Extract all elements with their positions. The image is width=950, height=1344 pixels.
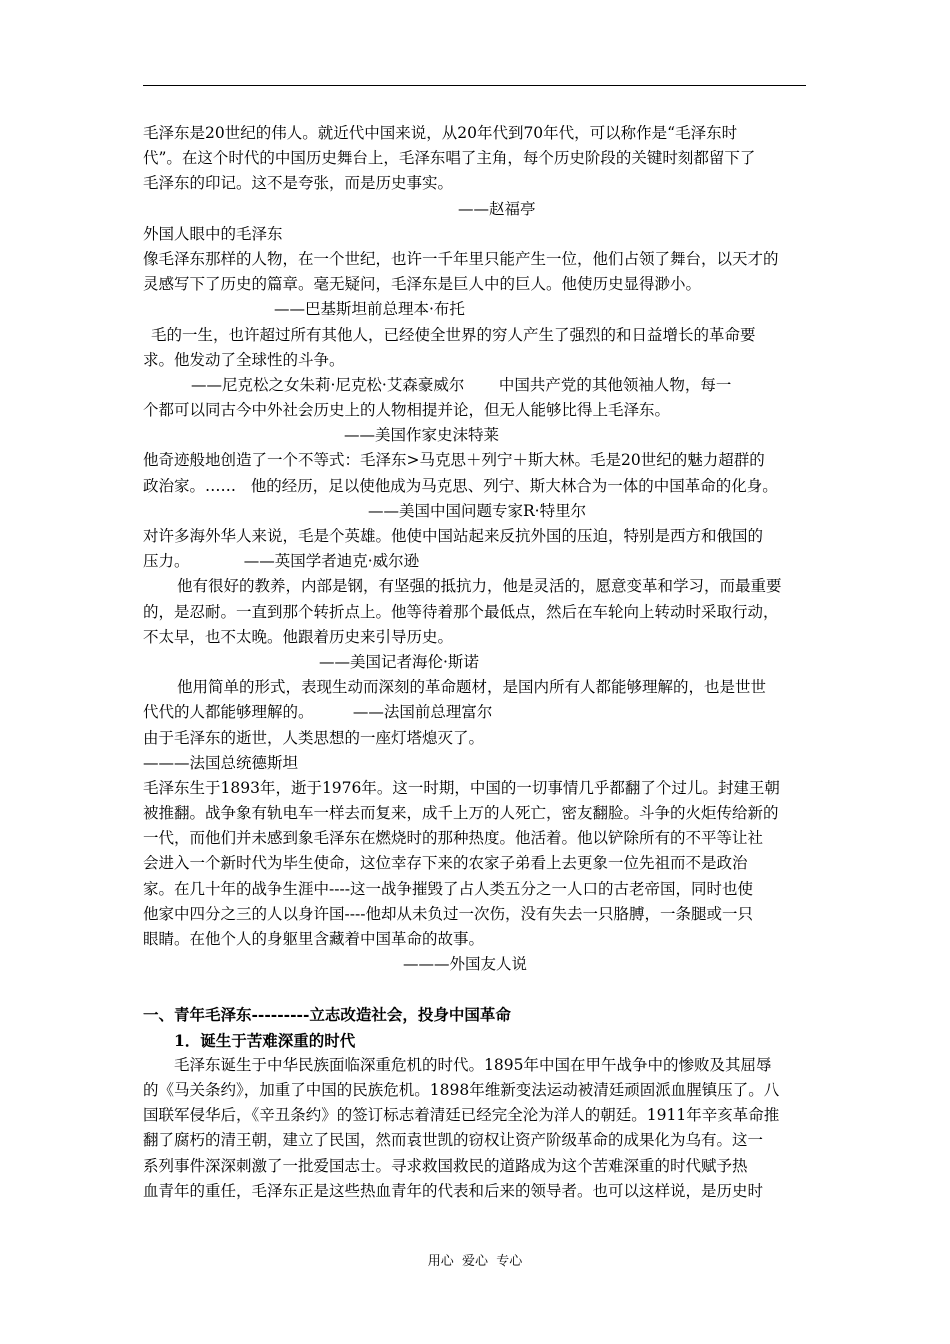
- text-line: 他用简单的形式，表现生动而深刻的革命题材，是国内所有人都能够理解的，也是世世: [177, 678, 767, 697]
- text-line: 翻了腐朽的清王朝，建立了民国，然而袁世凯的窃权让资产阶级革命的成果化为乌有。这一: [143, 1131, 764, 1150]
- text-line: ——美国作家史沫特莱: [344, 426, 500, 445]
- text-line: 外国人眼中的毛泽东: [143, 224, 283, 243]
- text-line: 对许多海外华人来说，毛是个英雄。他使中国站起来反抗外国的压迫，特别是西方和俄国的: [143, 527, 764, 545]
- text-line: 毛泽东是20世纪的伟人。就近代中国来说，从20年代到70年代，可以称作是“毛泽东时: [143, 124, 738, 142]
- text-line: 的《马关条约》，加重了中国的民族危机。1898年维新变法运动被清廷顽固派血腥镇压了。八: [143, 1080, 780, 1099]
- text-line: 毛的一生，也许超过所有其他人，已经使全世界的穷人产生了强烈的和日益增长的革命要: [151, 325, 756, 344]
- text-line: ——赵福亭: [458, 199, 536, 218]
- text-line: 国联军侵华后，《辛丑条约》的签订标志着清廷已经完全沦为洋人的朝廷。1911年辛亥革命推: [143, 1106, 780, 1125]
- page-footer: 用心 爱心 专心: [427, 1254, 523, 1269]
- text-line: 求。他发动了全球性的斗争。: [143, 350, 345, 369]
- text-line: 他家中四分之三的人以身许国----他却从未负过一次伤，没有失去一只胳膊，一条腿或一只: [143, 904, 753, 923]
- header-rule: [143, 85, 806, 86]
- spacer: [143, 977, 809, 1002]
- text-line: ———法国总统德斯坦: [143, 753, 299, 772]
- text-line: ——美国记者海伦·斯诺: [319, 652, 479, 671]
- text-line: 代”。在这个时代的中国历史舞台上，毛泽东唱了主角，每个历史阶段的关键时刻都留下了: [143, 149, 756, 168]
- text-line: 被推翻。战争象有轨电车一样去而复来，成千上万的人死亡，密友翻脸。斗争的火炬传给新的: [143, 804, 779, 823]
- text-line: 灵感写下了历史的篇章。毫无疑问，毛泽东是巨人中的巨人。他使历史显得渺小。: [143, 275, 702, 294]
- text-line: 由于毛泽东的逝世，人类思想的一座灯塔熄灭了。: [143, 728, 485, 747]
- body-paragraph: [143, 1053, 809, 1204]
- text-line: 他奇迹般地创造了一个不等式：毛泽东>马克思＋列宁＋斯大林。毛是20世纪的魅力超群的: [143, 451, 765, 470]
- text-line: 不太早，也不太晚。他跟着历史来引导历史。: [143, 627, 454, 646]
- text-line: 家。在几十年的战争生涯中----这一战争摧毁了占人类五分之一人口的古老帝国，同时也使: [143, 879, 753, 898]
- text-line: 系列事件深深刺激了一批爱国志士。寻求救国救民的道路成为这个苦难深重的时代赋予热: [143, 1156, 748, 1175]
- subsection-heading: 1．诞生于苦难深重的时代: [174, 1030, 356, 1050]
- text-line: 个都可以同古今中外社会历史上的人物相提并论，但无人能够比得上毛泽东。: [143, 401, 671, 420]
- text-line: ——巴基斯坦前总理本·布托: [274, 300, 465, 319]
- epigraph-block: [143, 121, 809, 977]
- section-heading: 一、青年毛泽东---------立志改造社会，投身中国革命: [143, 1005, 511, 1025]
- text-line: 政治家。…… 他的经历，足以使他成为马克思、列宁、斯大林合为一体的中国革命的化身。: [143, 476, 778, 495]
- text-line: 一代，而他们并未感到象毛泽东在燃烧时的那种热度。他活着。他以铲除所有的不平等让社: [143, 829, 764, 848]
- text-line: ———外国友人说: [403, 955, 528, 974]
- text-line: 毛泽东诞生于中华民族面临深重危机的时代。1895年中国在甲午战争中的惨败及其屈辱: [174, 1055, 772, 1074]
- text-line: 代代的人都能够理解的。 ——法国前总理富尔: [143, 703, 493, 722]
- text-line: 血青年的重任，毛泽东正是这些热血青年的代表和后来的领导者。也可以这样说，是历史时: [143, 1181, 764, 1200]
- text-line: 压力。 ——英国学者迪克·威尔逊: [143, 552, 420, 571]
- text-line: 会进入一个新时代为毕生使命，这位幸存下来的农家子弟看上去更象一位先祖而不是政治: [143, 854, 748, 873]
- text-line: 毛泽东的印记。这不是夸张，而是历史事实。: [143, 174, 454, 193]
- text-line: 他有很好的教养，内部是钢，有坚强的抵抗力，他是灵活的，愿意变革和学习，而最重要: [177, 577, 782, 596]
- text-line: 的，是忍耐。一直到那个转折点上。他等待着那个最低点，然后在车轮向上转动时采取行动，: [143, 602, 779, 621]
- text-line: 眼睛。在他个人的身躯里含藏着中国革命的故事。: [143, 930, 485, 948]
- text-line: ——美国中国问题专家R·特里尔: [368, 501, 587, 520]
- text-line: ——尼克松之女朱莉·尼克松·艾森豪威尔 中国共产党的其他领袖人物，每一: [191, 375, 732, 394]
- text-line: 像毛泽东那样的人物，在一个世纪，也许一千年里只能产生一位，他们占领了舞台，以天才的: [143, 249, 779, 268]
- text-line: 毛泽东生于1893年，逝于1976年。这一时期，中国的一切事情几乎都翻了个过儿。封建王朝: [143, 778, 780, 797]
- document-body: [143, 121, 809, 1204]
